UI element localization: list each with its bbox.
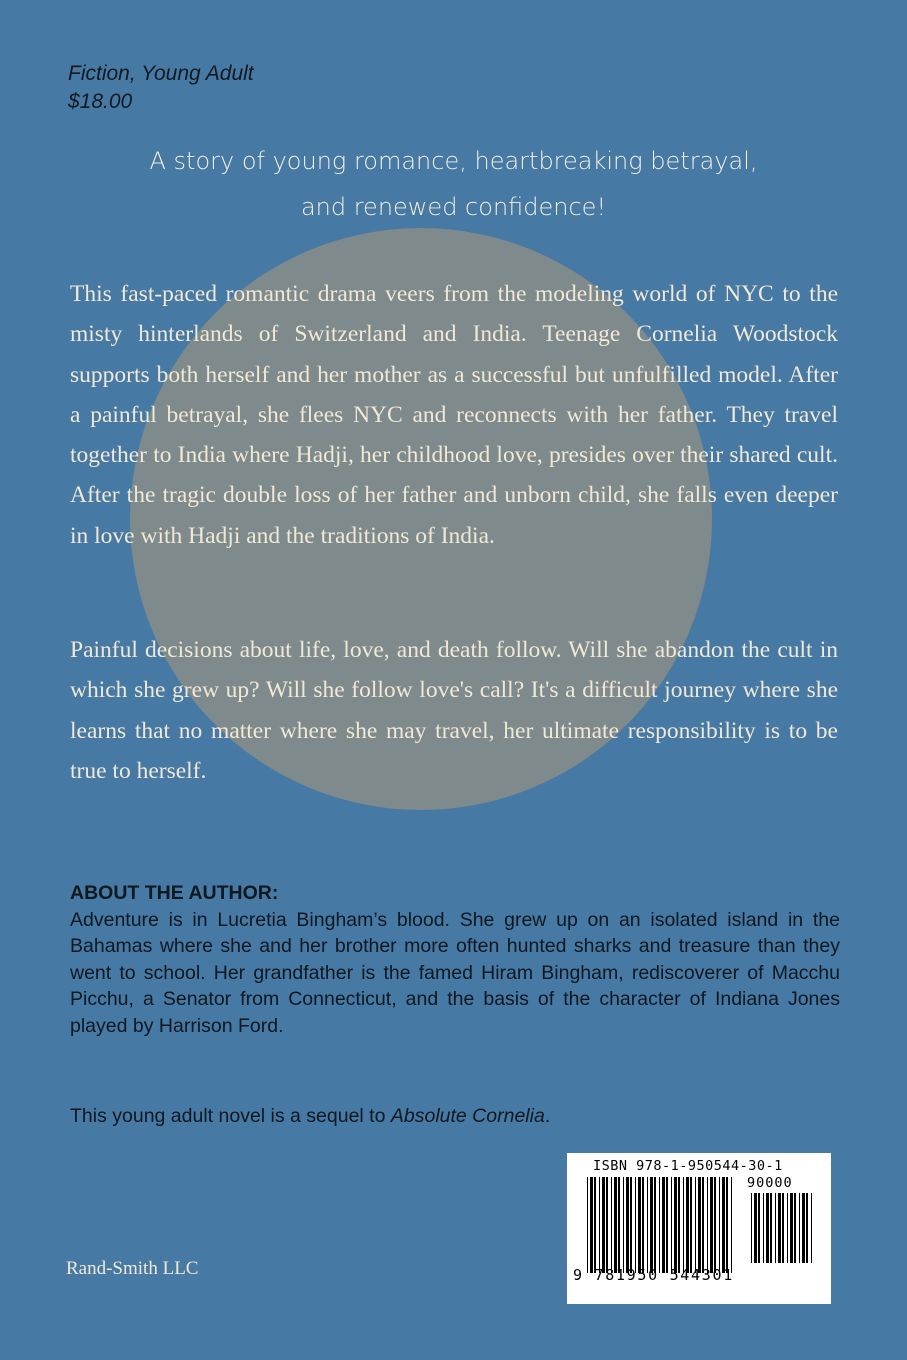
sequel-note bbox=[70, 1103, 550, 1129]
barcode-bar bbox=[626, 1177, 629, 1273]
barcode-bar bbox=[686, 1177, 689, 1273]
barcode-bar bbox=[778, 1193, 781, 1263]
barcode-bar bbox=[726, 1177, 728, 1273]
about-heading: ABOUT THE AUTHOR: bbox=[70, 882, 279, 904]
tagline-line-2: and renewed confidence! bbox=[300, 193, 607, 221]
sequel-suffix: . bbox=[544, 1105, 551, 1127]
isbn-barcode bbox=[567, 1153, 831, 1304]
barcode-bar bbox=[647, 1177, 648, 1273]
barcode-bar bbox=[642, 1177, 644, 1273]
barcode-bar bbox=[766, 1193, 769, 1263]
barcode-bar bbox=[650, 1177, 653, 1273]
isbn-label: ISBN 978-1-950544-30-1 bbox=[593, 1158, 783, 1174]
barcode-bar bbox=[710, 1177, 713, 1273]
ean-digits: 9 781950 544301 bbox=[573, 1266, 734, 1284]
barcode-bar bbox=[799, 1193, 800, 1263]
barcode-bar bbox=[698, 1177, 701, 1273]
genre-block bbox=[68, 60, 254, 116]
tagline-line-1: A story of young romance, heartbreaking betrayal, bbox=[149, 147, 758, 175]
barcode-bar bbox=[811, 1193, 812, 1263]
publisher-name: Rand-Smith LLC bbox=[66, 1258, 199, 1279]
sequel-title: Absolute Cornelia bbox=[390, 1105, 545, 1127]
barcode-bar bbox=[671, 1177, 672, 1273]
barcode-bar bbox=[635, 1177, 636, 1273]
barcode-bar bbox=[794, 1193, 796, 1263]
about-text: Adventure is in Lucretia Bingham’s blood. She grew up on an isolated island in the Bahamas where she and her brother more often hunted sharks and treasure than they went to school. Her grandfather is the famed Hiram Bingham, rediscoverer of Macchu Picchu, a Senator from Connecticut, and the basis of the character of Indiana Jones played by Harrison Ford. bbox=[70, 908, 840, 1037]
barcode-bar bbox=[775, 1193, 776, 1263]
barcode-bar bbox=[702, 1177, 704, 1273]
genre-category: Fiction, Young Adult bbox=[68, 62, 254, 85]
blurb-paragraph-2: Painful decisions about life, love, and death follow. Will she abandon the cult in which she grew up? Will she follow love's call? It's a difficult journey where she learns that no matter where she may travel, her ultimate responsibility is to be true to herself. bbox=[70, 637, 838, 784]
barcode-bar bbox=[674, 1177, 677, 1273]
barcode-bar bbox=[683, 1177, 684, 1273]
about-the-author bbox=[70, 880, 840, 1040]
barcode-bar bbox=[719, 1177, 720, 1273]
barcode-bar bbox=[707, 1177, 708, 1273]
barcode-bar bbox=[602, 1177, 605, 1273]
barcode-bar bbox=[590, 1177, 593, 1273]
price-code: 90000 bbox=[747, 1175, 793, 1191]
sequel-prefix: This young adult novel is a sequel to bbox=[70, 1105, 391, 1127]
barcode-bar bbox=[787, 1193, 788, 1263]
barcode-bar bbox=[714, 1177, 716, 1273]
barcode-bar bbox=[695, 1177, 696, 1273]
blurb-paragraph-1: This fast-paced romantic drama veers from the modeling world of NYC to the misty hinterlands of Switzerland and India. Teenage Cornelia Woodstock supports both herself and her mother as a successful but unfulfilled model. After a painful betrayal, she flees NYC and reconnects with her father. They travel together to India where Hadji, her childhood love, presides over their shared cult. After the tragic double loss of her father and unborn child, she falls even deeper in love with Hadji and the traditions of India. bbox=[70, 281, 838, 549]
book-price: $18.00 bbox=[68, 90, 133, 113]
barcode-bar bbox=[722, 1177, 725, 1273]
barcode-bar bbox=[614, 1177, 617, 1273]
barcode-bar bbox=[606, 1177, 608, 1273]
tagline bbox=[80, 138, 827, 230]
barcode-bar bbox=[611, 1177, 612, 1273]
barcode-bar bbox=[790, 1193, 793, 1263]
barcode-bar bbox=[754, 1193, 757, 1263]
barcode-bar bbox=[618, 1177, 620, 1273]
barcode-bar bbox=[806, 1193, 808, 1263]
barcode-bar bbox=[758, 1193, 760, 1263]
barcode-bar bbox=[623, 1177, 624, 1273]
barcode-bar bbox=[587, 1177, 588, 1273]
barcode-bar bbox=[594, 1177, 596, 1273]
barcode-bar bbox=[678, 1177, 680, 1273]
barcode-bar bbox=[659, 1177, 660, 1273]
barcode-bar bbox=[654, 1177, 656, 1273]
barcode-bar bbox=[782, 1193, 784, 1263]
barcode-bar bbox=[751, 1193, 752, 1263]
barcode-bar bbox=[770, 1193, 772, 1263]
barcode-bar bbox=[662, 1177, 665, 1273]
barcode-bar bbox=[630, 1177, 632, 1273]
barcode-bar bbox=[763, 1193, 764, 1263]
barcode-bar bbox=[690, 1177, 692, 1273]
barcode-bar bbox=[638, 1177, 641, 1273]
barcode-bar bbox=[731, 1177, 732, 1273]
barcode-bar bbox=[666, 1177, 668, 1273]
barcode-bar bbox=[802, 1193, 805, 1263]
barcode-bar bbox=[599, 1177, 600, 1273]
